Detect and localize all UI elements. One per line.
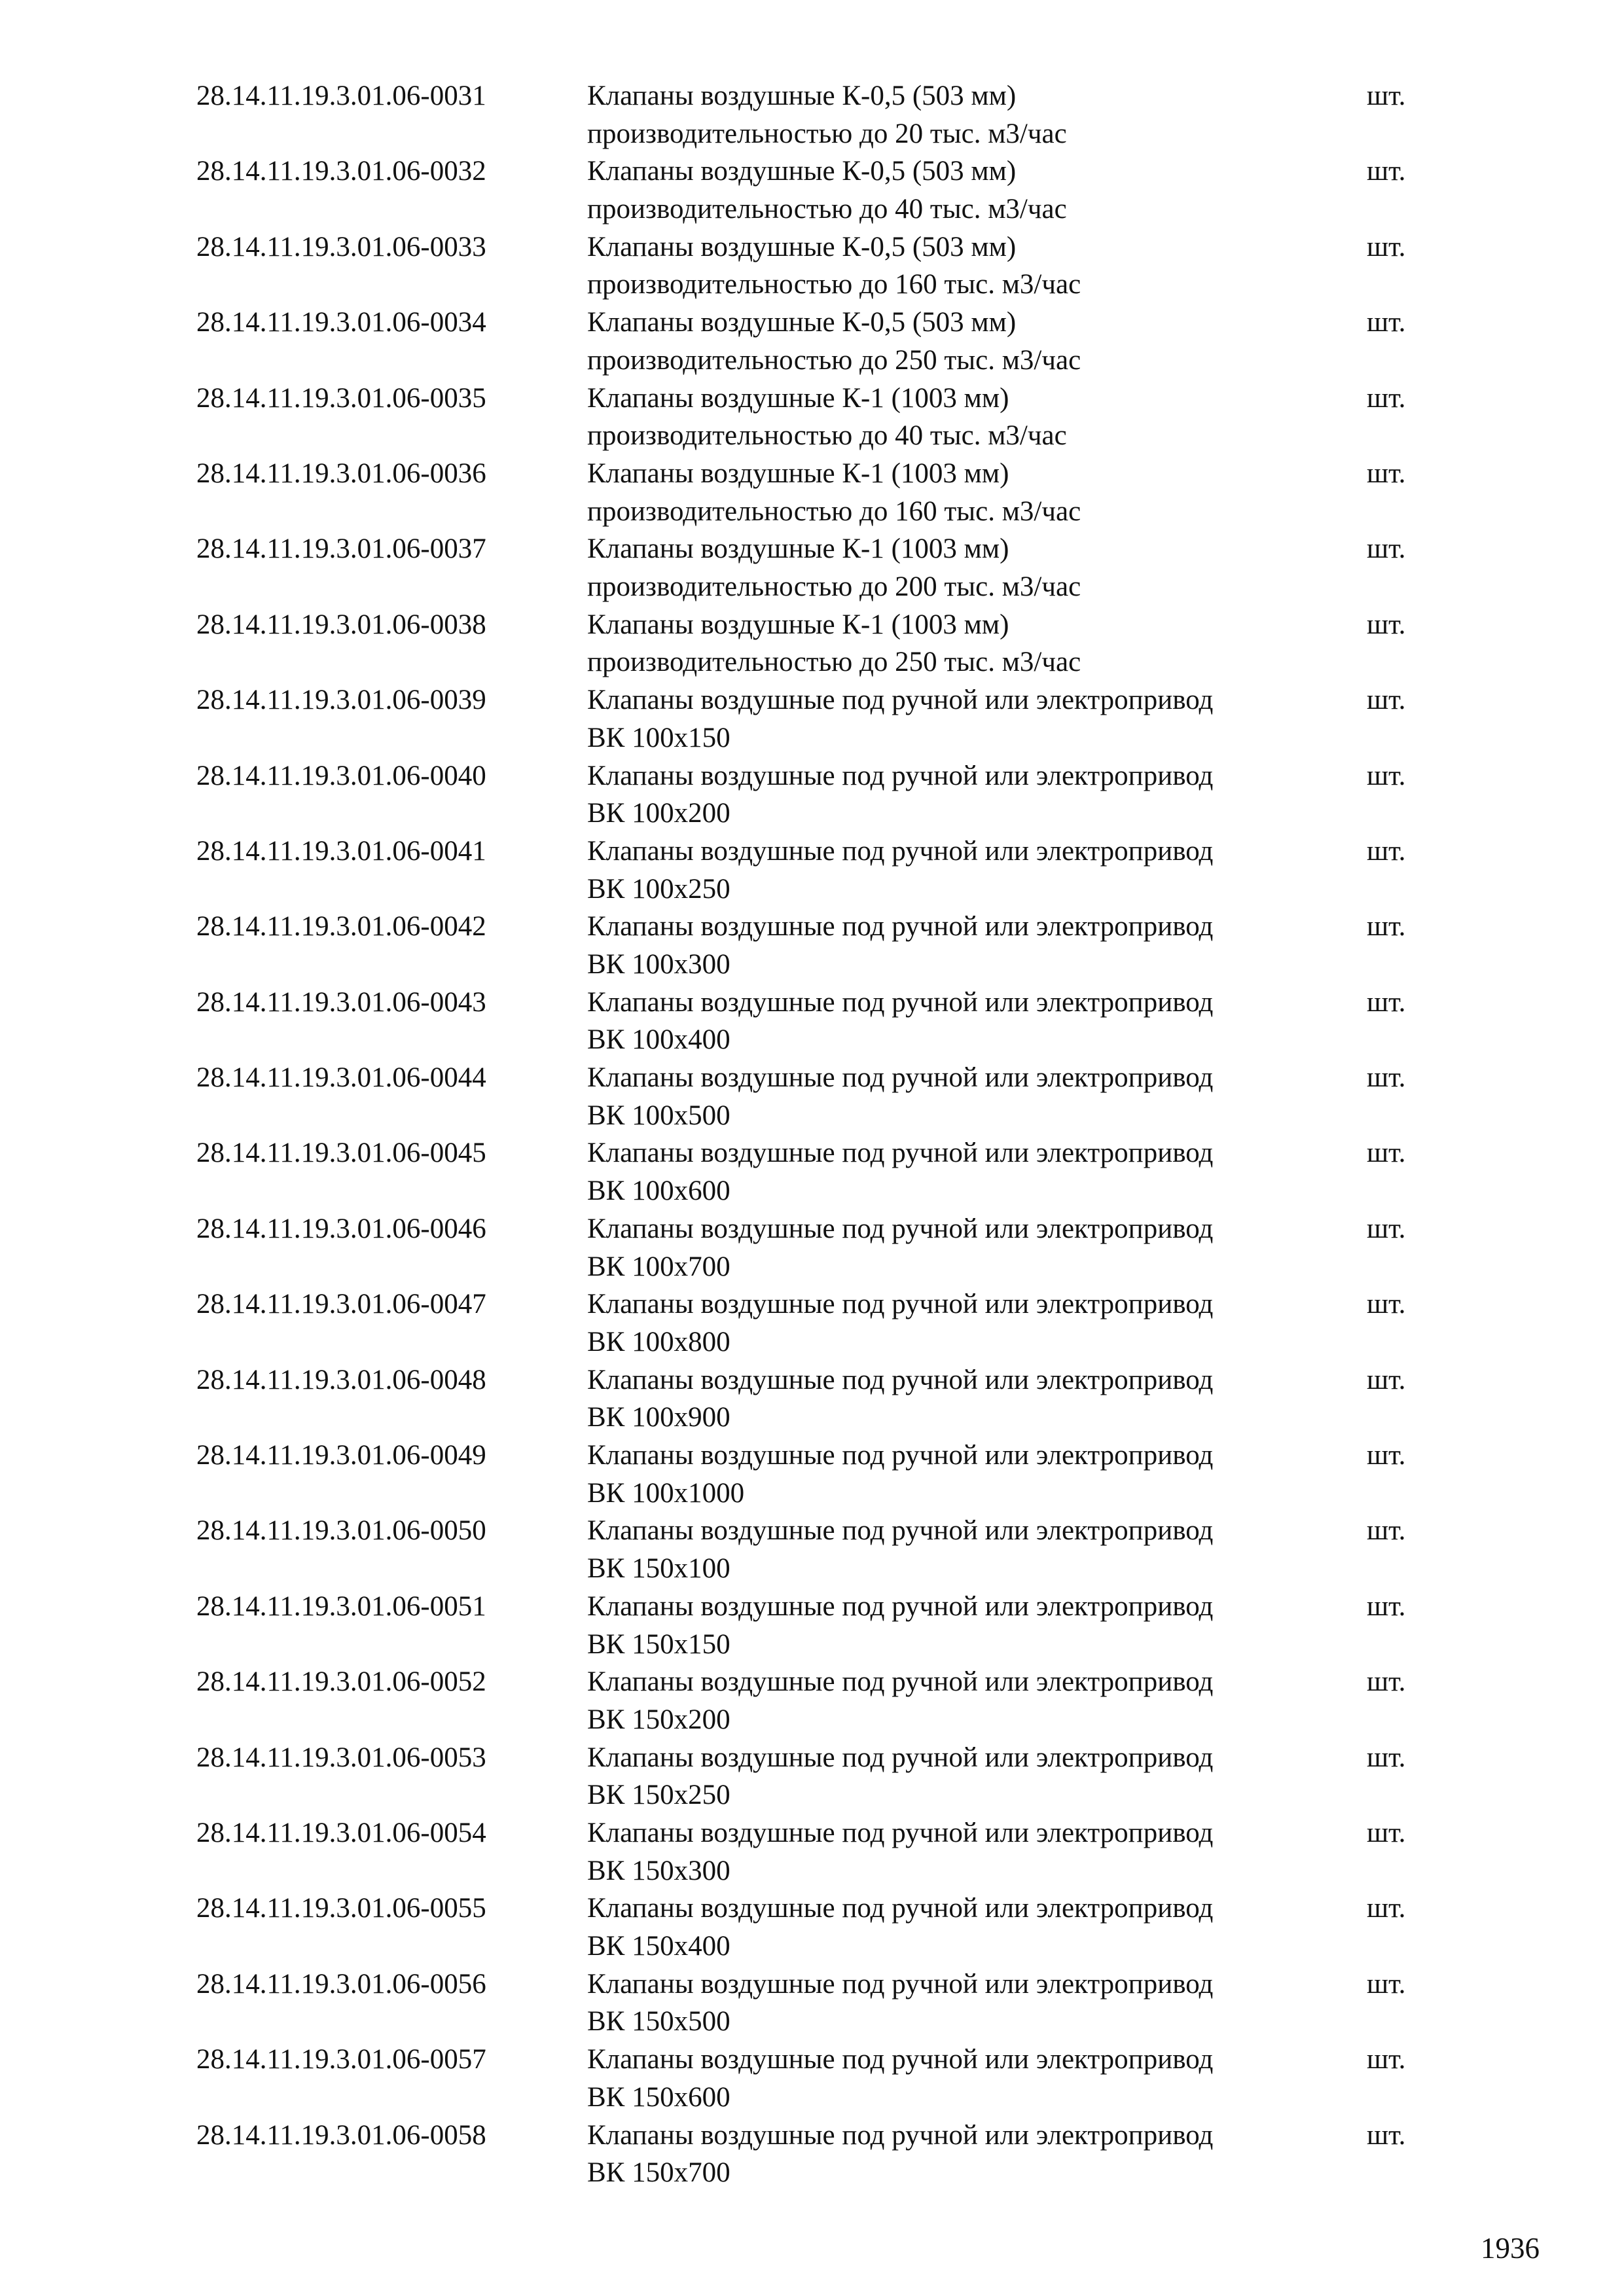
resource-code: 28.14.11.19.3.01.06-0057 <box>196 2044 486 2075</box>
list-item <box>196 77 1440 152</box>
resource-name-line-1: Клапаны воздушные под ручной или электропривод <box>587 1893 1214 1924</box>
resource-name <box>587 152 1360 228</box>
resource-name <box>587 304 1360 379</box>
unit-of-measure: шт. <box>1367 533 1406 565</box>
list-item <box>196 1134 1440 1210</box>
list-item <box>196 1059 1440 1134</box>
resource-name-line-2: ВК 100x300 <box>587 949 731 980</box>
resource-name-line-1: Клапаны воздушные К-0,5 (503 мм) <box>587 156 1017 187</box>
list-item <box>196 380 1440 455</box>
resource-name-line-1: Клапаны воздушные под ручной или электропривод <box>587 835 1214 867</box>
resource-name-line-1: Клапаны воздушные под ручной или электропривод <box>587 1213 1214 1244</box>
resource-name-line-2: ВК 150x500 <box>587 2006 731 2037</box>
resource-name-line-1: Клапаны воздушные под ручной или электропривод <box>587 1968 1214 2000</box>
resource-name-line-2: ВК 100x600 <box>587 1175 731 1207</box>
resource-code: 28.14.11.19.3.01.06-0044 <box>196 1062 486 1094</box>
unit-of-measure: шт. <box>1367 1893 1406 1924</box>
list-item <box>196 228 1440 304</box>
list-item <box>196 908 1440 983</box>
resource-name-line-2: ВК 100x900 <box>587 1402 731 1433</box>
resource-name <box>587 1739 1360 1814</box>
resource-code: 28.14.11.19.3.01.06-0051 <box>196 1590 486 1622</box>
resource-name <box>587 757 1360 833</box>
resource-code: 28.14.11.19.3.01.06-0041 <box>196 835 486 867</box>
list-item <box>196 1890 1440 1965</box>
resource-name <box>587 681 1360 757</box>
resource-code: 28.14.11.19.3.01.06-0034 <box>196 307 486 338</box>
resource-name-line-2: ВК 100x800 <box>587 1326 731 1357</box>
resource-name-line-1: Клапаны воздушные под ручной или электропривод <box>587 1138 1214 1169</box>
resource-name-line-1: Клапаны воздушные К-1 (1003 мм) <box>587 382 1009 414</box>
unit-of-measure: шт. <box>1367 609 1406 640</box>
resource-name <box>587 606 1360 681</box>
unit-of-measure: шт. <box>1367 1590 1406 1622</box>
resource-name-line-2: ВК 150x700 <box>587 2157 731 2189</box>
resource-name-line-1: Клапаны воздушные под ручной или электропривод <box>587 760 1214 791</box>
resource-name <box>587 455 1360 530</box>
resource-name <box>587 1210 1360 1285</box>
resource-name-line-2: ВК 150x400 <box>587 1931 731 1962</box>
resource-name-line-2: ВК 100x250 <box>587 873 731 905</box>
list-item <box>196 1739 1440 1814</box>
resource-code: 28.14.11.19.3.01.06-0052 <box>196 1666 486 1698</box>
resource-name-line-1: Клапаны воздушные К-0,5 (503 мм) <box>587 81 1017 111</box>
resource-name-line-2: ВК 100x700 <box>587 1251 731 1282</box>
list-item <box>196 1588 1440 1663</box>
unit-of-measure: шт. <box>1367 231 1406 262</box>
resource-name-line-1: Клапаны воздушные под ручной или электропривод <box>587 911 1214 942</box>
resource-code: 28.14.11.19.3.01.06-0055 <box>196 1893 486 1924</box>
resource-name-line-2: производительностью до 160 тыс. м3/час <box>587 269 1081 300</box>
unit-of-measure: шт. <box>1367 457 1406 489</box>
unit-of-measure: шт. <box>1367 1666 1406 1698</box>
resource-name-line-1: Клапаны воздушные под ручной или электропривод <box>587 1742 1214 1773</box>
resource-name-line-1: Клапаны воздушные под ручной или электропривод <box>587 986 1214 1018</box>
resource-code: 28.14.11.19.3.01.06-0038 <box>196 609 486 640</box>
resource-name-line-1: Клапаны воздушные К-1 (1003 мм) <box>587 609 1009 640</box>
unit-of-measure: шт. <box>1367 81 1406 111</box>
resource-name <box>587 1437 1360 1512</box>
unit-of-measure: шт. <box>1367 1062 1406 1094</box>
resource-code: 28.14.11.19.3.01.06-0031 <box>196 81 486 111</box>
resource-code: 28.14.11.19.3.01.06-0058 <box>196 2119 486 2151</box>
unit-of-measure: шт. <box>1367 2044 1406 2075</box>
page-number: 1936 <box>1481 2232 1540 2265</box>
resource-code: 28.14.11.19.3.01.06-0042 <box>196 911 486 942</box>
resource-name <box>587 1059 1360 1134</box>
resource-name <box>587 1814 1360 1890</box>
unit-of-measure: шт. <box>1367 1968 1406 2000</box>
resource-code: 28.14.11.19.3.01.06-0049 <box>196 1440 486 1471</box>
unit-of-measure: шт. <box>1367 156 1406 187</box>
list-item <box>196 833 1440 908</box>
unit-of-measure: шт. <box>1367 1289 1406 1320</box>
resource-name-line-1: Клапаны воздушные под ручной или электропривод <box>587 2119 1214 2151</box>
list-item <box>196 152 1440 228</box>
resource-name-line-1: Клапаны воздушные под ручной или электропривод <box>587 1289 1214 1320</box>
resource-code: 28.14.11.19.3.01.06-0053 <box>196 1742 486 1773</box>
list-item <box>196 2117 1440 2192</box>
resource-name-line-2: ВК 150x250 <box>587 1780 731 1811</box>
resource-code: 28.14.11.19.3.01.06-0046 <box>196 1213 486 1244</box>
list-item <box>196 1285 1440 1361</box>
unit-of-measure: шт. <box>1367 760 1406 791</box>
resource-name-line-2: производительностью до 200 тыс. м3/час <box>587 571 1081 603</box>
unit-of-measure: шт. <box>1367 2119 1406 2151</box>
list-item <box>196 1965 1440 2041</box>
resource-name-line-1: Клапаны воздушные К-1 (1003 мм) <box>587 457 1009 489</box>
resource-name-line-2: ВК 150x300 <box>587 1855 731 1886</box>
resource-code: 28.14.11.19.3.01.06-0047 <box>196 1289 486 1320</box>
resource-name-line-1: Клапаны воздушные под ручной или электропривод <box>587 1590 1214 1622</box>
list-item <box>196 757 1440 833</box>
list-item <box>196 304 1440 379</box>
list-item <box>196 1361 1440 1437</box>
resource-name <box>587 2117 1360 2192</box>
list-item <box>196 681 1440 757</box>
resource-name <box>587 380 1360 455</box>
unit-of-measure: шт. <box>1367 911 1406 942</box>
resource-name-line-1: Клапаны воздушные К-0,5 (503 мм) <box>587 231 1017 262</box>
resource-code: 28.14.11.19.3.01.06-0054 <box>196 1817 486 1848</box>
resource-code: 28.14.11.19.3.01.06-0043 <box>196 986 486 1018</box>
resource-code: 28.14.11.19.3.01.06-0035 <box>196 382 486 414</box>
list-item <box>196 1512 1440 1587</box>
resource-name <box>587 1588 1360 1663</box>
list-item <box>196 530 1440 605</box>
unit-of-measure: шт. <box>1367 1440 1406 1471</box>
list-item <box>196 1663 1440 1738</box>
resource-name-line-2: производительностью до 160 тыс. м3/час <box>587 495 1081 527</box>
resource-code: 28.14.11.19.3.01.06-0056 <box>196 1968 486 2000</box>
resource-name-line-2: ВК 100x500 <box>587 1100 731 1131</box>
resource-name-line-2: производительностью до 40 тыс. м3/час <box>587 420 1067 452</box>
resource-name <box>587 1512 1360 1587</box>
resource-name <box>587 530 1360 605</box>
resource-name-line-1: Клапаны воздушные К-0,5 (503 мм) <box>587 307 1017 338</box>
unit-of-measure: шт. <box>1367 835 1406 867</box>
list-item <box>196 1814 1440 1890</box>
resource-name <box>587 77 1360 152</box>
resource-name-line-2: ВК 150x150 <box>587 1628 731 1660</box>
resource-list <box>196 77 1440 2192</box>
list-item <box>196 455 1440 530</box>
resource-name-line-1: Клапаны воздушные под ручной или электропривод <box>587 1440 1214 1471</box>
resource-name-line-1: Клапаны воздушные под ручной или электропривод <box>587 1817 1214 1848</box>
resource-name-line-1: Клапаны воздушные К-1 (1003 мм) <box>587 533 1009 565</box>
resource-code: 28.14.11.19.3.01.06-0032 <box>196 156 486 187</box>
resource-code: 28.14.11.19.3.01.06-0039 <box>196 685 486 716</box>
list-item <box>196 1437 1440 1512</box>
resource-code: 28.14.11.19.3.01.06-0033 <box>196 231 486 262</box>
resource-name-line-2: производительностью до 250 тыс. м3/час <box>587 647 1081 678</box>
unit-of-measure: шт. <box>1367 986 1406 1018</box>
list-item <box>196 606 1440 681</box>
resource-name <box>587 1361 1360 1437</box>
resource-code: 28.14.11.19.3.01.06-0045 <box>196 1138 486 1169</box>
resource-name-line-2: ВК 150x600 <box>587 2081 731 2113</box>
unit-of-measure: шт. <box>1367 1515 1406 1547</box>
resource-name-line-1: Клапаны воздушные под ручной или электропривод <box>587 1666 1214 1698</box>
resource-name-line-1: Клапаны воздушные под ручной или электропривод <box>587 1515 1214 1547</box>
resource-name-line-2: ВК 150x200 <box>587 1704 731 1735</box>
resource-name <box>587 1890 1360 1965</box>
resource-name-line-2: ВК 100x1000 <box>587 1477 745 1509</box>
unit-of-measure: шт. <box>1367 382 1406 414</box>
resource-name <box>587 1134 1360 1210</box>
resource-name <box>587 1663 1360 1738</box>
resource-name-line-1: Клапаны воздушные под ручной или электропривод <box>587 2044 1214 2075</box>
resource-name <box>587 2041 1360 2116</box>
resource-code: 28.14.11.19.3.01.06-0037 <box>196 533 486 565</box>
unit-of-measure: шт. <box>1367 1817 1406 1848</box>
resource-name-line-1: Клапаны воздушные под ручной или электропривод <box>587 685 1214 716</box>
unit-of-measure: шт. <box>1367 1138 1406 1169</box>
resource-code: 28.14.11.19.3.01.06-0050 <box>196 1515 486 1547</box>
resource-name <box>587 228 1360 304</box>
unit-of-measure: шт. <box>1367 685 1406 716</box>
unit-of-measure: шт. <box>1367 1364 1406 1395</box>
resource-name <box>587 1285 1360 1361</box>
resource-name-line-1: Клапаны воздушные под ручной или электропривод <box>587 1364 1214 1395</box>
resource-name-line-2: производительностью до 40 тыс. м3/час <box>587 194 1067 225</box>
resource-name-line-2: ВК 100x150 <box>587 722 731 753</box>
resource-name-line-2: производительностью до 250 тыс. м3/час <box>587 344 1081 376</box>
resource-code: 28.14.11.19.3.01.06-0040 <box>196 760 486 791</box>
resource-name-line-1: Клапаны воздушные под ручной или электропривод <box>587 1062 1214 1094</box>
resource-name <box>587 908 1360 983</box>
resource-code: 28.14.11.19.3.01.06-0036 <box>196 457 486 489</box>
list-item <box>196 2041 1440 2116</box>
resource-name <box>587 833 1360 908</box>
unit-of-measure: шт. <box>1367 307 1406 338</box>
resource-name-line-2: ВК 150x100 <box>587 1553 731 1585</box>
list-item <box>196 1210 1440 1285</box>
resource-name-line-2: ВК 100x400 <box>587 1024 731 1056</box>
unit-of-measure: шт. <box>1367 1742 1406 1773</box>
resource-name-line-2: ВК 100x200 <box>587 798 731 829</box>
resource-name-line-2: производительностью до 20 тыс. м3/час <box>587 118 1067 149</box>
unit-of-measure: шт. <box>1367 1213 1406 1244</box>
resource-code: 28.14.11.19.3.01.06-0048 <box>196 1364 486 1395</box>
resource-name <box>587 984 1360 1059</box>
list-item <box>196 984 1440 1059</box>
resource-name <box>587 1965 1360 2041</box>
